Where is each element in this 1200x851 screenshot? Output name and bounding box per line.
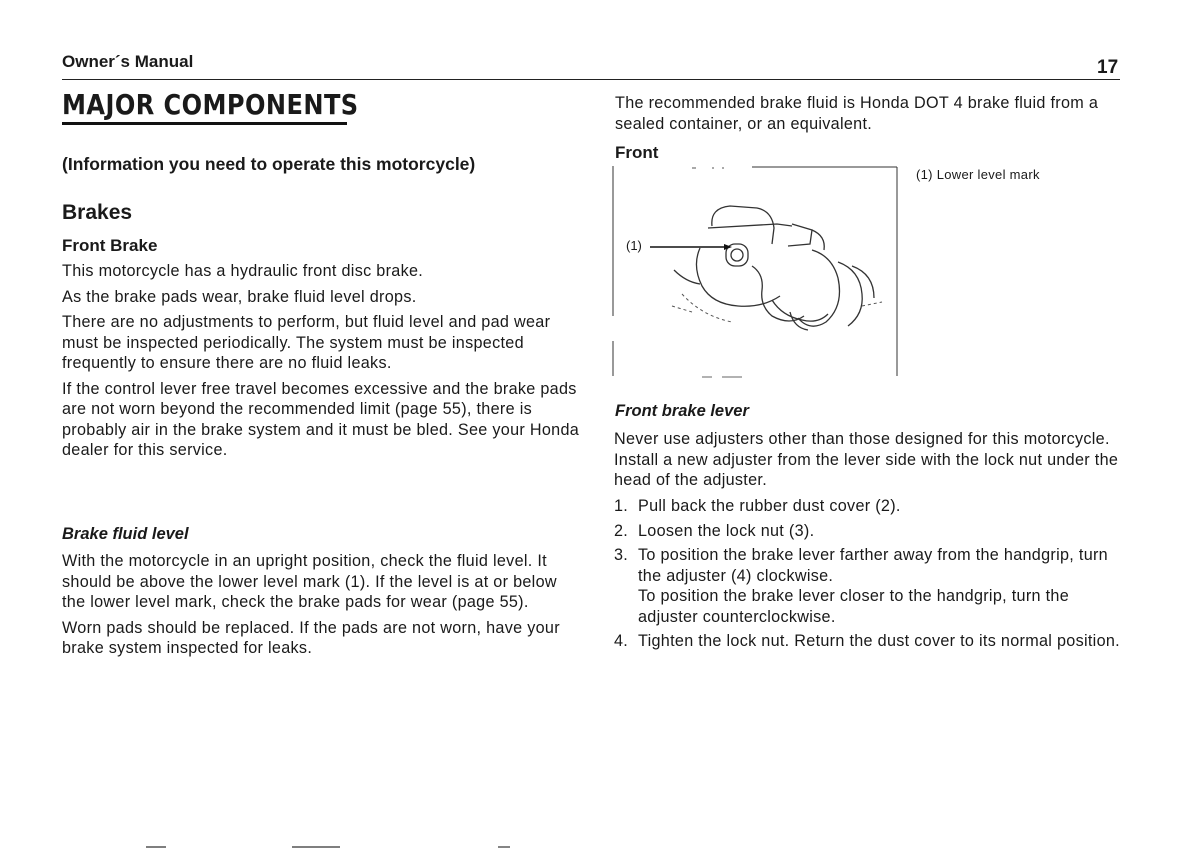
fluid-level-heading: Brake fluid level xyxy=(62,525,189,543)
step-text: To position the brake lever farther away from the handgrip, turn the adjuster (4) clockwise. xyxy=(638,546,1108,585)
step-number: 1. xyxy=(614,497,629,515)
paragraph: There are no adjustments to perform, but fluid level and pad wear must be inspected periodically. The system must be inspected frequently to ensure there are no fluid leaks. xyxy=(62,313,551,372)
callout-label: (1) xyxy=(626,238,642,253)
step-text: Pull back the rubber dust cover (2). xyxy=(638,497,901,515)
brake-reservoir-illustration xyxy=(612,166,898,378)
step-text: To position the brake lever closer to the handgrip, turn the adjuster counterclockwise. xyxy=(638,587,1070,626)
page-title: MAJOR COMPONENTS xyxy=(62,88,359,121)
fluid-level-body xyxy=(62,551,582,659)
page-number: 17 xyxy=(1097,57,1119,78)
figure-caption: (1) Lower level mark xyxy=(916,167,1040,182)
page-subtitle: (Information you need to operate this motorcycle) xyxy=(62,154,476,174)
step-number: 4. xyxy=(614,632,629,650)
paragraph: Never use adjusters other than those designed for this motorcycle. Install a new adjuster from the lever side with the lock nut under the head of the adjuster. xyxy=(614,430,1119,489)
list-item xyxy=(614,631,1124,652)
list-item xyxy=(614,545,1124,627)
header-rule xyxy=(62,79,1120,80)
list-item xyxy=(614,496,1124,517)
step-text: Loosen the lock nut (3). xyxy=(638,521,815,540)
paragraph: This motorcycle has a hydraulic front disc brake. xyxy=(62,262,424,280)
paragraph: The recommended brake fluid is Honda DOT 4 brake fluid from a sealed container, or an equivalent. xyxy=(615,94,1099,133)
adjustment-steps xyxy=(614,496,1124,652)
brake-lever-heading: Front brake lever xyxy=(615,402,749,420)
paragraph: With the motorcycle in an upright position, check the fluid level. It should be above the lower level mark (1). If the level is at or below the lower level mark, check the brake pads for wear (page 55). xyxy=(62,552,557,611)
paragraph: Worn pads should be replaced. If the pads are not worn, have your brake system inspected for leaks. xyxy=(62,618,560,657)
step-number: 3. xyxy=(614,546,629,564)
paragraph: As the brake pads wear, brake fluid level drops. xyxy=(62,287,417,306)
running-header: Owner´s Manual xyxy=(62,52,194,71)
brake-lever-intro xyxy=(614,429,1124,491)
paragraph: If the control lever free travel becomes excessive and the brake pads are not worn beyond the recommended limit (page 55), there is probably air in the brake system and it must be bled. See your Honda dealer for this service. xyxy=(62,379,580,459)
figure-label: Front xyxy=(615,143,659,162)
recommended-fluid-text xyxy=(615,93,1115,134)
front-brake-body xyxy=(62,261,582,461)
section-heading: Brakes xyxy=(62,201,133,224)
title-underline xyxy=(62,122,347,125)
list-item xyxy=(614,521,1124,542)
step-text: Tighten the lock nut. Return the dust cover to its normal position. xyxy=(638,632,1120,650)
front-brake-heading: Front Brake xyxy=(62,236,158,255)
step-number: 2. xyxy=(614,521,629,540)
